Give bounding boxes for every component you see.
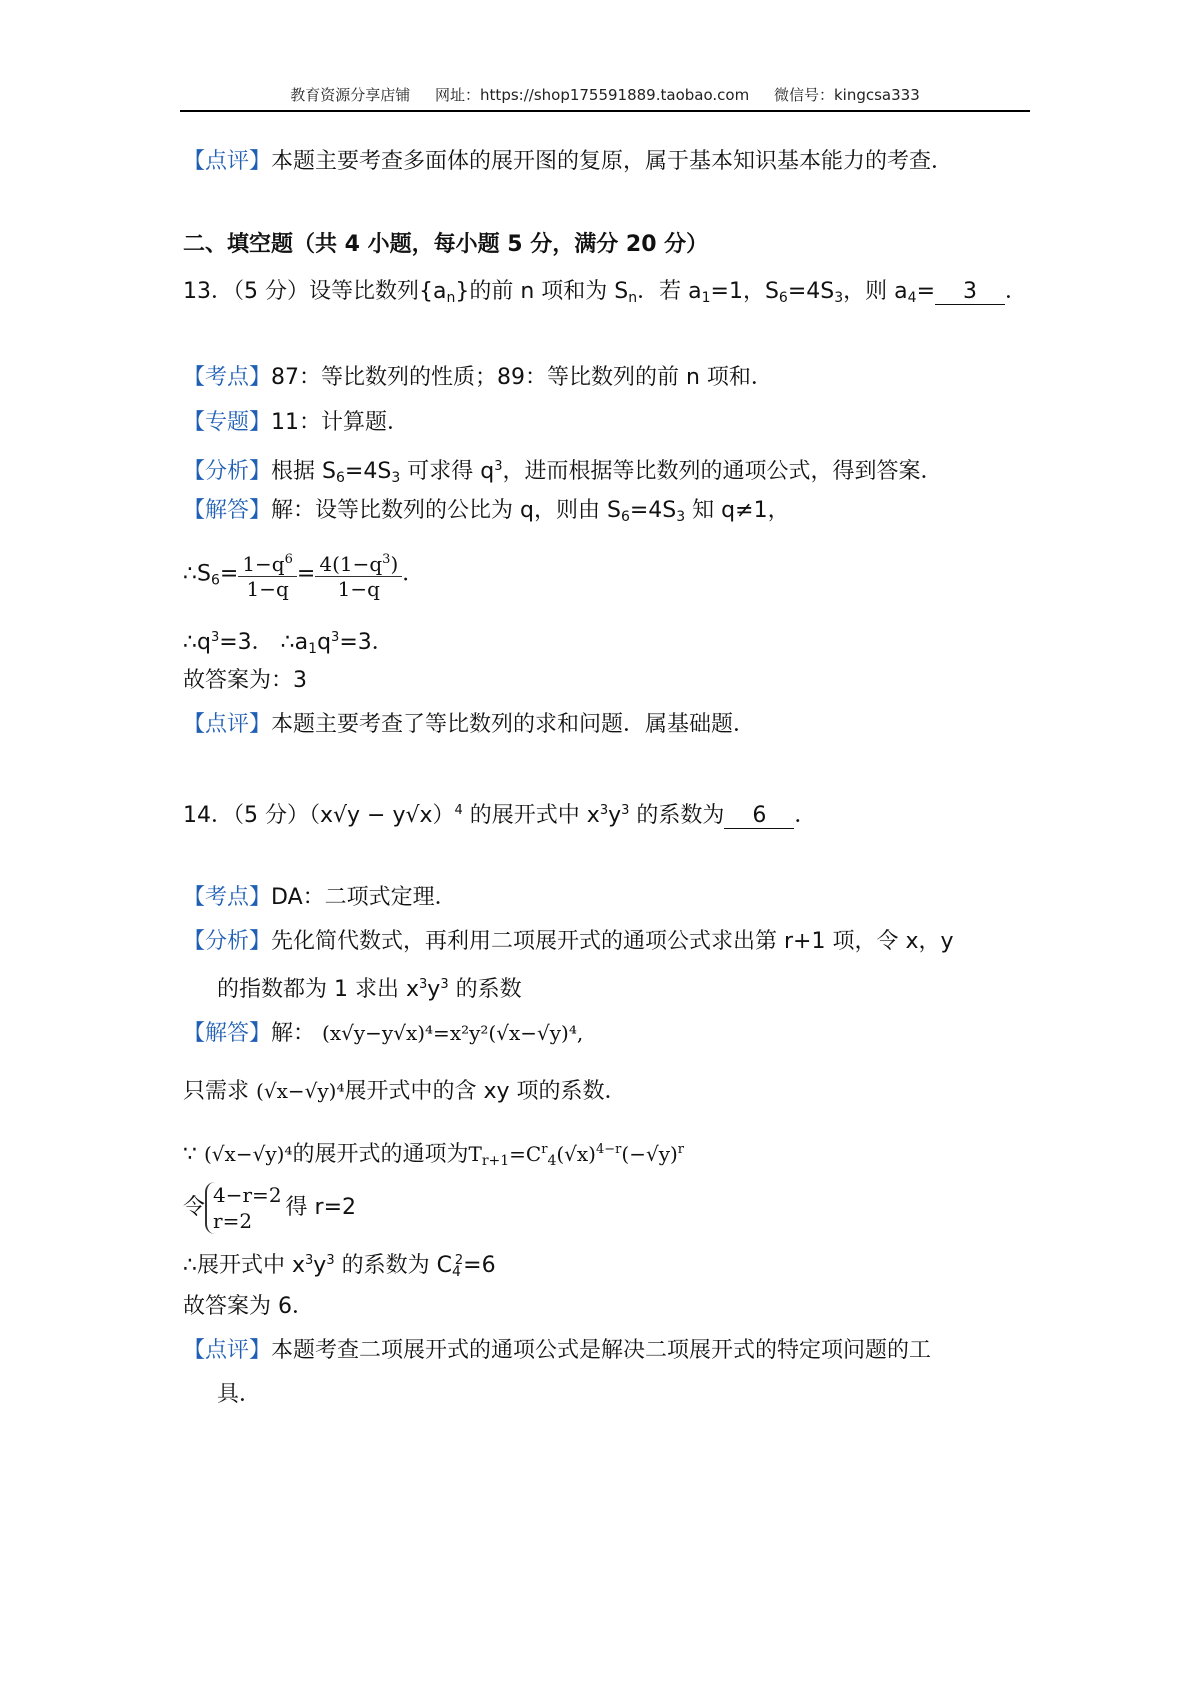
fraction-1: $\frac{1-q^6}{1-q}$ [238, 548, 297, 601]
q14-kaodian: 【考点】DA：二项式定理． [183, 885, 457, 910]
page-header [180, 84, 1030, 112]
q13-answer-blank: 3 [935, 280, 1005, 305]
q13-zhuanti: 【专题】11：计算题． [183, 410, 410, 435]
review-text: 本题主要考查多面体的展开图的复原，属于基本知识基本能力的考查． [271, 149, 954, 174]
q14-stem: 14．（5 分）$(x√y - y√x)^4$ 的展开式中 $x^3y^3$ 的系数为 6 ． [183, 803, 817, 828]
q14-fenxi-cont: 的指数都为 1 求出 $x^3y^3$ 的系数 [217, 977, 522, 1002]
q14-dianping: 【点评】本题考查二项展开式的通项公式是解决二项展开式的特定项问题的工 [183, 1338, 932, 1363]
q13-q3-line: $\therefore q^3=3$． $\therefore a_1q^3=3$． [183, 630, 394, 657]
equation-system: 4−r=2 r=2 [205, 1182, 282, 1234]
q14-answer-line: 故答案为 6． [183, 1294, 314, 1319]
q14-jieda: 【解答】解： (x√y−y√x)⁴=x²y²(√x−√y)⁴, [183, 1021, 584, 1046]
section-title: 二、填空题（共 4 小题，每小题 5 分，满分 20 分） [183, 232, 709, 257]
q14-system: 令 4−r=2 r=2 得 r=2 [183, 1183, 357, 1233]
q13-s6-formula: $\therefore S_6=$ $\frac{1-q^6}{1-q}$ = $\frac{4(1-q^3)}{1-q}$ ． [183, 548, 424, 606]
q13-kaodian: 【考点】87：等比数列的性质；89：等比数列的前 n 项和． [183, 365, 773, 390]
shop-name: 教育资源分享店铺 [290, 86, 411, 104]
q14-need: 只需求 (√x−√y)⁴展开式中的含 xy 项的系数． [183, 1079, 627, 1104]
q13-dianping: 【点评】本题主要考查了等比数列的求和问题．属基础题． [183, 712, 756, 737]
shop-url[interactable]: 网址：https://shop175591889.taobao.com [435, 86, 750, 104]
q14-dianping-cont: 具． [217, 1382, 262, 1407]
q14-fenxi: 【分析】先化简代数式，再利用二项展开式的通项公式求出第 r+1 项，令 x，y [183, 929, 954, 954]
review-prev [183, 147, 953, 177]
review-tag: 【点评】 [183, 149, 272, 174]
fraction-2: $\frac{4(1-q^3)}{1-q}$ [315, 548, 402, 601]
wechat-id: 微信号：kingcsa333 [773, 86, 920, 104]
q13-answer-line: 故答案为：3 [183, 668, 307, 693]
q14-coef: ∴展开式中 $x^3y^3$ 的系数为 $C_4^2=6$ [183, 1253, 496, 1280]
q13-stem: 13．（5 分）设等比数列$\{a_n\}$的前 n 项和为 $S_n$．若 $a_1=1$，$S_6=4S_3$，则 $a_4= 3$ ． [183, 279, 1028, 306]
q13-fenxi: 【分析】根据 $S_6=4S_3$ 可求得 $q^3$，进而根据等比数列的通项公式，得到答案． [183, 459, 943, 486]
q14-answer-blank: 6 [724, 804, 794, 829]
q14-because: ∵ (√x−√y)⁴的展开式的通项为$T_{r+1}=C^r_4(√x)^{4-r}(-√y)^r$ [183, 1142, 685, 1169]
q13-jieda: 【解答】解：设等比数列的公比为 q，则由 $S_6=4S_3$ 知 q≠1， [183, 498, 790, 525]
